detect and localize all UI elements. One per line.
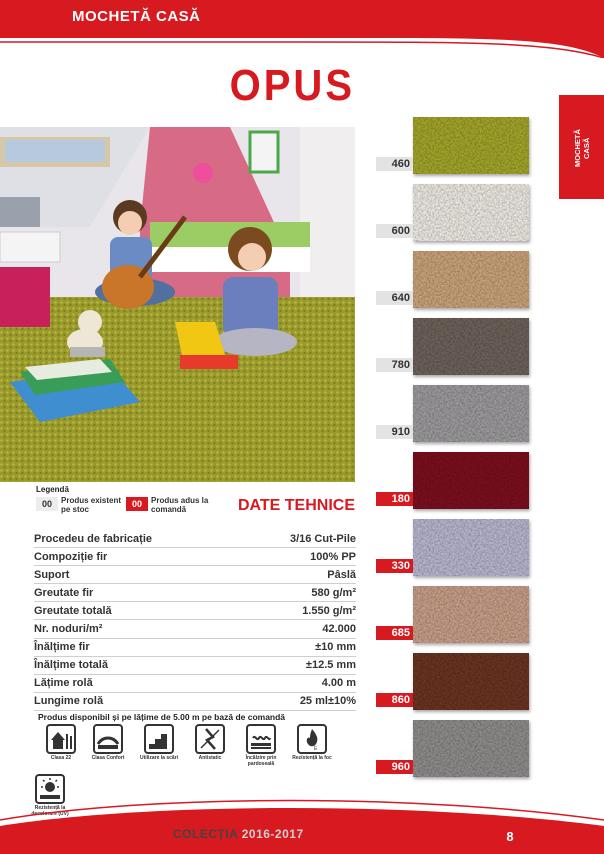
carpet-swatch-685 [413, 586, 529, 643]
spec-label: Lungime rolă [34, 695, 104, 708]
swatch-code: 960 [376, 760, 413, 774]
swatch-code: 910 [376, 425, 413, 439]
spec-row [34, 548, 356, 566]
spec-label: Înălțime totală [34, 659, 108, 672]
feature-fire-resistance: E Rezistență la foc [287, 724, 337, 761]
swatch-code: 330 [376, 559, 413, 573]
top-curve-decoration [0, 32, 604, 58]
spec-label: Lățime rolă [34, 677, 93, 690]
room-photo [0, 127, 355, 482]
antistatic-icon [195, 724, 225, 754]
legend-title: Legendă [36, 485, 69, 494]
spec-value: ±12.5 mm [305, 659, 356, 672]
carpet-swatch-780 [413, 318, 529, 375]
legend-order-label: Produs adus la comandă [151, 496, 209, 514]
spec-label: Compoziție fir [34, 550, 108, 563]
spec-value: 3/16 Cut-Pile [289, 532, 356, 545]
footer-collection [173, 827, 304, 841]
carpet-swatch-860 [413, 653, 529, 710]
spec-value: 42.000 [322, 623, 356, 636]
tech-data-title: DATE TEHNICE [237, 497, 355, 514]
swatch-code: 460 [376, 157, 413, 171]
swatch-code: 600 [376, 224, 413, 238]
spec-label: Suport [34, 568, 70, 581]
spec-label: Înălțime fir [34, 641, 90, 654]
spec-row [34, 566, 356, 584]
feature-uv-resistance: Rezistență la decolorare (UV) [30, 774, 70, 817]
spec-label: Greutate fir [34, 586, 94, 599]
feature-comfort: Clasa Confort [83, 724, 133, 761]
spec-value: Pâslă [327, 568, 356, 581]
feature-antistatic: Antistatic [185, 724, 235, 761]
feature-class-22: Clasa 22 [36, 724, 86, 761]
spec-row [34, 584, 356, 602]
swatch-code: 860 [376, 693, 413, 707]
carpet-swatch-910 [413, 385, 529, 442]
spec-value: ±10 mm [315, 641, 356, 654]
carpet-swatch-180 [413, 452, 529, 509]
feature-stairs: Utilizare la scări [134, 724, 184, 761]
spec-value: 25 ml±10% [299, 695, 356, 708]
spec-row [34, 675, 356, 693]
carpet-swatch-600 [413, 184, 529, 241]
side-tab-label: MOCHETĂ CASĂ [573, 129, 591, 167]
svg-text:E: E [314, 746, 318, 752]
spec-row [34, 620, 356, 638]
legend-stock-badge: 00 [36, 497, 58, 511]
spec-table [34, 530, 356, 711]
category-title: MOCHETĂ CASĂ [72, 8, 201, 25]
product-title: OPUS [229, 62, 355, 110]
top-banner [0, 0, 604, 32]
side-tab[interactable] [559, 95, 604, 199]
carpet-swatch-460 [413, 117, 529, 174]
swatch-code: 180 [376, 492, 413, 506]
spec-row [34, 693, 356, 711]
page-number: 8 [494, 820, 526, 854]
spec-row [34, 657, 356, 675]
spec-value: 100% PP [310, 550, 356, 563]
floor-heating-icon [246, 724, 276, 754]
legend-order-badge: 00 [126, 497, 148, 511]
carpet-swatch-640 [413, 251, 529, 308]
fire-icon [297, 724, 327, 754]
carpet-swatch-960 [413, 720, 529, 777]
swatch-code: 685 [376, 626, 413, 640]
spec-row [34, 639, 356, 657]
spec-row [34, 530, 356, 548]
spec-value: 4.00 m [321, 677, 356, 690]
availability-note: Produs disponibil și pe lățime de 5.00 m pe bază de comandă [38, 712, 286, 722]
comfort-icon [93, 724, 123, 754]
spec-label: Nr. noduri/m² [34, 623, 103, 636]
feature-floor-heating: Încălzire prin pardoseală [236, 724, 286, 767]
footer-collection-years: 2016-2017 [241, 827, 304, 841]
footer-collection-label: COLECȚIA [173, 827, 238, 841]
spec-value: 1.550 g/m² [302, 604, 356, 617]
spec-row [34, 602, 356, 620]
stairs-icon [144, 724, 174, 754]
carpet-swatch-330 [413, 519, 529, 576]
legend-stock-label: Produs existent pe stoc [61, 496, 122, 514]
house-icon [46, 724, 76, 754]
spec-label: Procedeu de fabricație [34, 532, 152, 545]
spec-value: 580 g/m² [311, 586, 356, 599]
swatch-code: 780 [376, 358, 413, 372]
feature-icons [36, 724, 356, 768]
swatch-code: 640 [376, 291, 413, 305]
spec-label: Greutate totală [34, 604, 112, 617]
